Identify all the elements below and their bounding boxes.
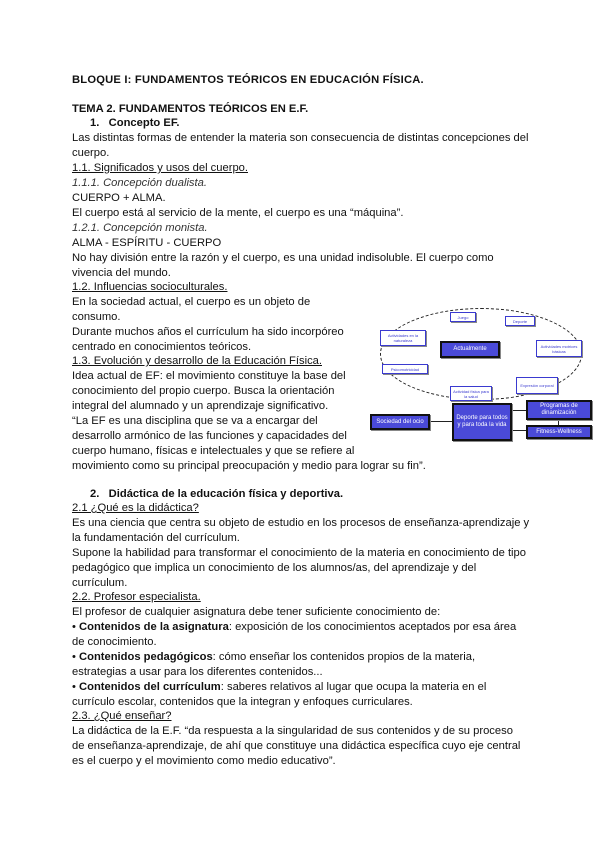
bullet-cont: de conocimiento.	[72, 636, 157, 648]
diagram-node: Psicomotricidad	[382, 364, 428, 374]
paragraph: vivencia del mundo.	[72, 267, 171, 279]
bullet-item: • Contenidos del currículum: saberes relativos al lugar que ocupa la materia en el	[72, 681, 487, 693]
bullet-cont: currículo escolar, contenidos que la integran y enfoques curriculares.	[72, 696, 413, 708]
diagram-node: Deporte	[505, 316, 535, 326]
paragraph: Supone la habilidad para transformar el conocimiento de la materia en conocimiento de tipo	[72, 547, 526, 559]
evolution-diagram	[368, 300, 600, 445]
bullet-item: • Contenidos de la asignatura: exposición de los conocimientos aceptados por esa área	[72, 621, 517, 633]
bloque-heading: BLOQUE I: FUNDAMENTOS TEÓRICOS EN EDUCACIÓN FÍSICA.	[72, 74, 424, 86]
paragraph: Durante muchos años el currículum ha sido incorpóreo	[72, 326, 344, 338]
paragraph: integral del alumnado y un aprendizaje significativo.	[72, 400, 329, 412]
paragraph: No hay división entre la razón y el cuerpo, es una unidad indisoluble. El cuerpo como	[72, 252, 494, 264]
subsection-title: 2.1 ¿Qué es la didáctica?	[72, 502, 199, 514]
subsection-title: 1.1. Significados y usos del cuerpo.	[72, 162, 248, 174]
diagram-node: Actividades motrices básicas	[536, 340, 582, 357]
paragraph: Idea actual de EF: el movimiento constituye la base del	[72, 370, 346, 382]
paragraph: desarrollo armónico de las funciones y capacidades del	[72, 430, 347, 442]
subsubsection-title: 1.2.1. Concepción monista.	[72, 222, 208, 234]
subsection-title: 2.2. Profesor especialista.	[72, 591, 201, 603]
paragraph: La didáctica de la E.F. “da respuesta a la singularidad de sus contenidos y de su proceso	[72, 725, 513, 737]
diagram-node-fitness: Fitness-Wellness	[526, 425, 592, 439]
section2-heading: 2. Didáctica de la educación física y deportiva.	[90, 488, 344, 500]
intro-line: Las distintas formas de entender la materia son consecuencia de distintas concepciones del	[72, 132, 529, 144]
bullet-cont: estrategias a usar para los diferentes contenidos...	[72, 666, 323, 678]
paragraph: Es una ciencia que centra su objeto de estudio en los procesos de enseñanza-aprendizaje y	[72, 517, 530, 529]
diagram-center: Actualmente	[440, 341, 500, 358]
paragraph: El profesor de cualquier asignatura debe tener suficiente conocimiento de:	[72, 606, 441, 618]
paragraph: En la sociedad actual, el cuerpo es un objeto de	[72, 296, 311, 308]
paragraph: centrado en conocimientos teóricos.	[72, 341, 252, 353]
paragraph: currículum.	[72, 577, 128, 589]
paragraph: El cuerpo está al servicio de la mente, el cuerpo es una “máquina”.	[72, 207, 404, 219]
formula: CUERPO + ALMA.	[72, 192, 166, 204]
paragraph: “La EF es una disciplina que se va a encargar del	[72, 415, 318, 427]
bullet-item: • Contenidos pedagógicos: cómo enseñar los contenidos propios de la materia,	[72, 651, 476, 663]
diagram-node-leisure: Sociedad del ocio	[370, 414, 430, 430]
paragraph: es el cuerpo y el movimiento como medio educativo”.	[72, 755, 336, 767]
diagram-node: Expresión corporal	[516, 377, 558, 394]
paragraph: pedagógico que implica un conocimiento de los alumnos/as, del aprendizaje y del	[72, 562, 477, 574]
tema-heading: TEMA 2. FUNDAMENTOS TEÓRICOS EN E.F.	[72, 103, 309, 115]
subsection-title: 1.2. Influencias socioculturales.	[72, 281, 228, 293]
diagram-node: Actividad física para la salud	[450, 386, 492, 401]
diagram-node: Juego	[450, 312, 476, 322]
diagram-node: Actividades en la naturaleza	[380, 330, 426, 346]
subsection-title: 1.3. Evolución y desarrollo de la Educación Física.	[72, 355, 322, 367]
paragraph: cuerpo humano, físicas e intelectuales y que se refiere al	[72, 445, 355, 457]
diagram-node-programs: Programas de dinamización	[526, 400, 592, 420]
paragraph: consumo.	[72, 311, 121, 323]
paragraph: de enseñanza-aprendizaje, de ahí que constituye una didáctica específica cuyo eje central	[72, 740, 521, 752]
paragraph: la fundamentación del currículum.	[72, 532, 240, 544]
subsubsection-title: 1.1.1. Concepción dualista.	[72, 177, 207, 189]
formula: ALMA - ESPÍRITU - CUERPO	[72, 237, 222, 249]
paragraph: movimiento como su principal preocupación y medio para lograr su fin”.	[72, 460, 426, 472]
intro-line: cuerpo.	[72, 147, 110, 159]
diagram-node-sport: Deporte para todos y para toda la vida	[452, 403, 512, 441]
section1-heading: 1. Concepto EF.	[90, 117, 180, 129]
subsection-title: 2.3. ¿Qué enseñar?	[72, 710, 172, 722]
paragraph: conocimiento del propio cuerpo. Busca la orientación	[72, 385, 335, 397]
